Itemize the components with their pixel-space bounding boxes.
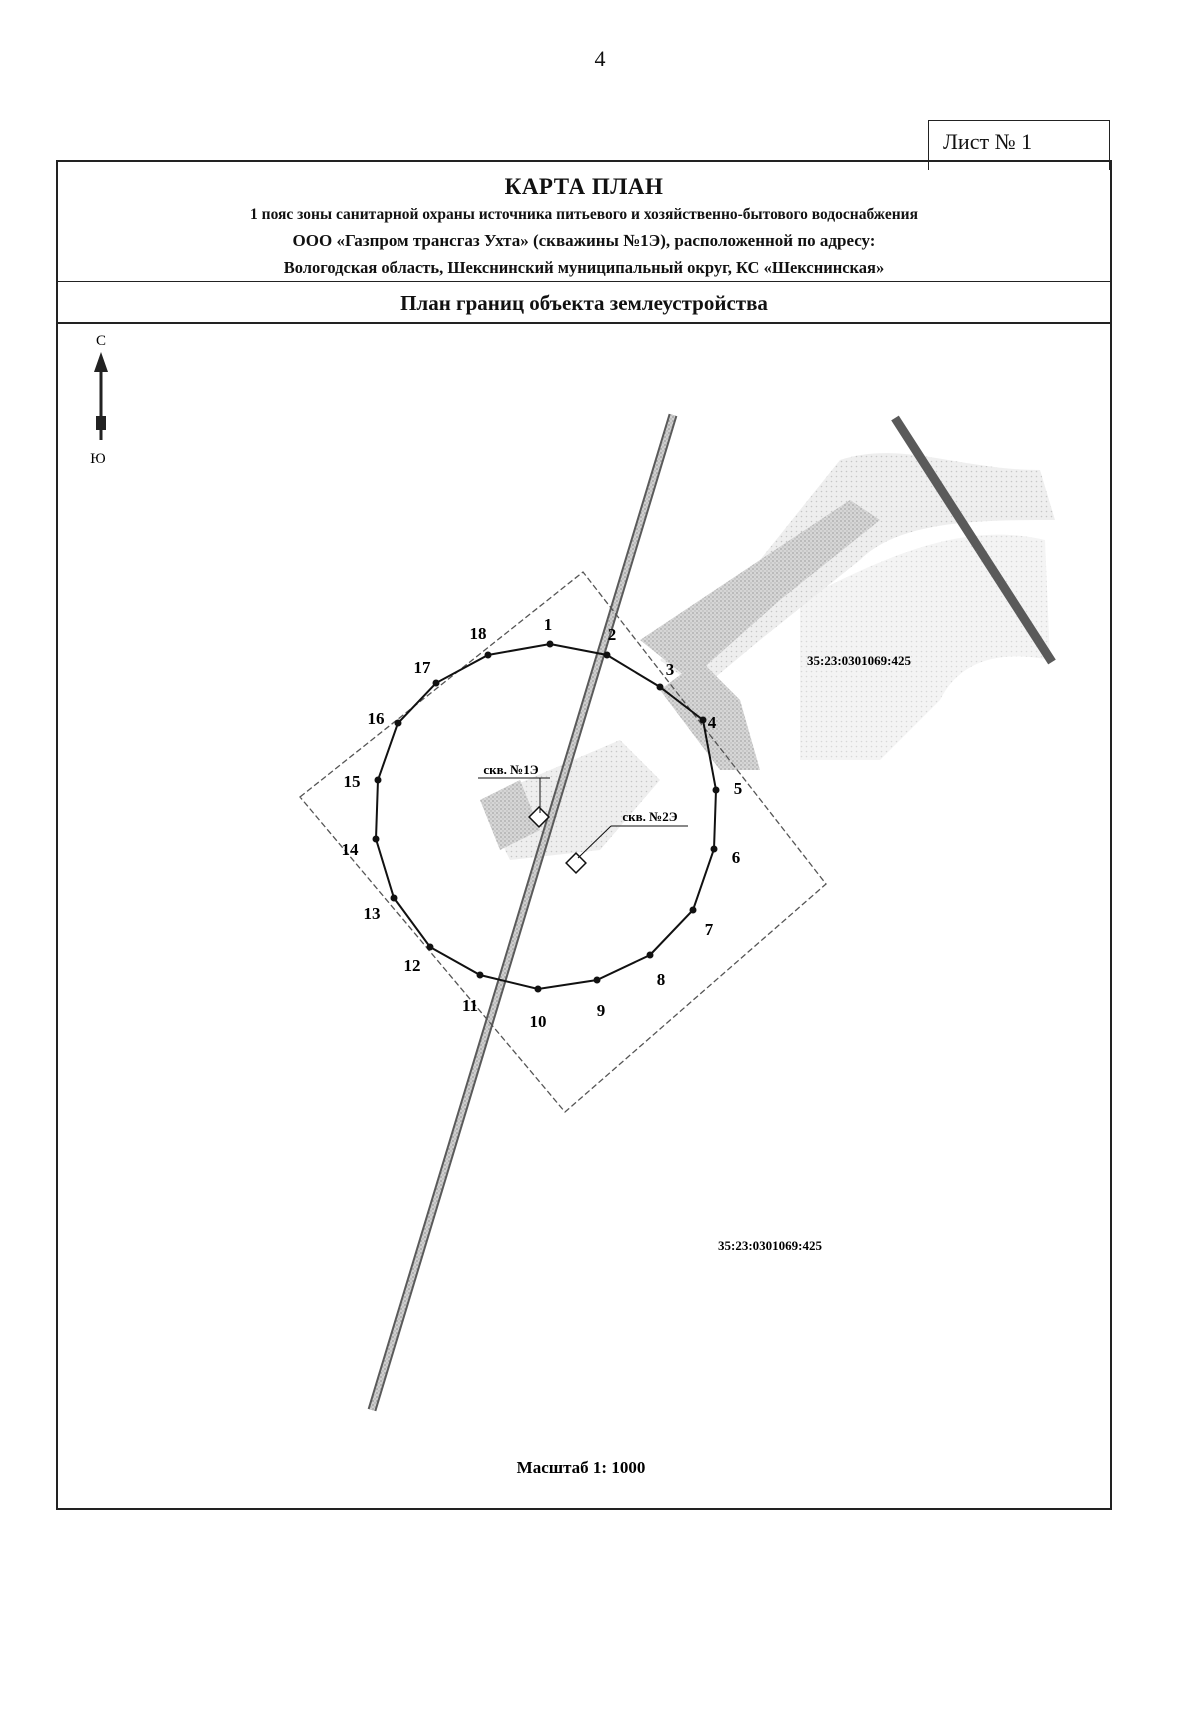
- compass-arrowhead: [94, 352, 108, 372]
- well-2-label: скв. №2Э: [622, 809, 678, 824]
- boundary-point-16: [395, 720, 402, 727]
- compass-arrow: [90, 333, 108, 467]
- map-subtitle: План границ объекта землеустройства: [58, 282, 1110, 324]
- point-label-4: 4: [707, 713, 717, 732]
- point-label-18: 18: [469, 624, 487, 643]
- boundary-point-18: [485, 652, 492, 659]
- boundary-point-14: [373, 836, 380, 843]
- page-number: 4: [594, 46, 606, 71]
- boundary-point-9: [594, 977, 601, 984]
- point-label-7: 7: [704, 920, 714, 939]
- terrain-shading: [480, 453, 1055, 860]
- point-label-9: 9: [596, 1001, 606, 1020]
- well-2-marker: [566, 853, 586, 873]
- point-label-12: 12: [403, 956, 421, 975]
- point-label-14: 14: [341, 840, 359, 859]
- point-label-11: 11: [461, 996, 479, 1015]
- boundary-point-15: [375, 777, 382, 784]
- boundary-point-5: [713, 787, 720, 794]
- boundary-point-4: [700, 717, 707, 724]
- point-label-15: 15: [343, 772, 361, 791]
- map-address: Вологодская область, Шекснинский муниципальный округ, КС «Шекснинская»: [283, 258, 885, 277]
- parcel-number-upper: 35:23:0301069:425: [807, 653, 911, 668]
- point-label-6: 6: [731, 848, 741, 867]
- compass-tail: [96, 416, 106, 430]
- boundary-point-1: [547, 641, 554, 648]
- point-label-16: 16: [367, 709, 385, 728]
- boundary-point-6: [711, 846, 718, 853]
- map-scale: Масштаб 1: 1000: [516, 1458, 646, 1477]
- map-owner: ООО «Газпром трансгаз Ухта» (скважины №1Э), расположенной по адресу:: [292, 231, 876, 250]
- boundary-point-8: [647, 952, 654, 959]
- boundary-point-11: [477, 972, 484, 979]
- point-label-10: 10: [529, 1012, 547, 1031]
- map-description: 1 пояс зоны санитарной охраны источника питьевого и хозяйственно-бытового водоснабжения: [250, 206, 918, 223]
- point-label-1: 1: [543, 615, 553, 634]
- boundary-point-7: [690, 907, 697, 914]
- compass-south-label: Ю: [90, 451, 106, 467]
- well-1-label: скв. №1Э: [483, 762, 539, 777]
- boundary-point-17: [433, 680, 440, 687]
- boundary-point-10: [535, 986, 542, 993]
- point-label-3: 3: [665, 660, 675, 679]
- point-label-5: 5: [733, 779, 743, 798]
- road-main-texture: [372, 415, 673, 1410]
- boundary-point-3: [657, 684, 664, 691]
- sheet-label: Лист № 1: [943, 129, 1033, 154]
- point-label-2: 2: [607, 625, 617, 644]
- point-label-13: 13: [363, 904, 381, 923]
- point-label-8: 8: [656, 970, 666, 989]
- point-label-17: 17: [413, 658, 431, 677]
- boundary-point-2: [604, 652, 611, 659]
- map-title: КАРТА ПЛАН: [504, 174, 664, 199]
- boundary-point-13: [391, 895, 398, 902]
- boundary-point-12: [427, 944, 434, 951]
- parcel-number-lower: 35:23:0301069:425: [718, 1238, 822, 1253]
- compass-north-label: С: [95, 333, 107, 349]
